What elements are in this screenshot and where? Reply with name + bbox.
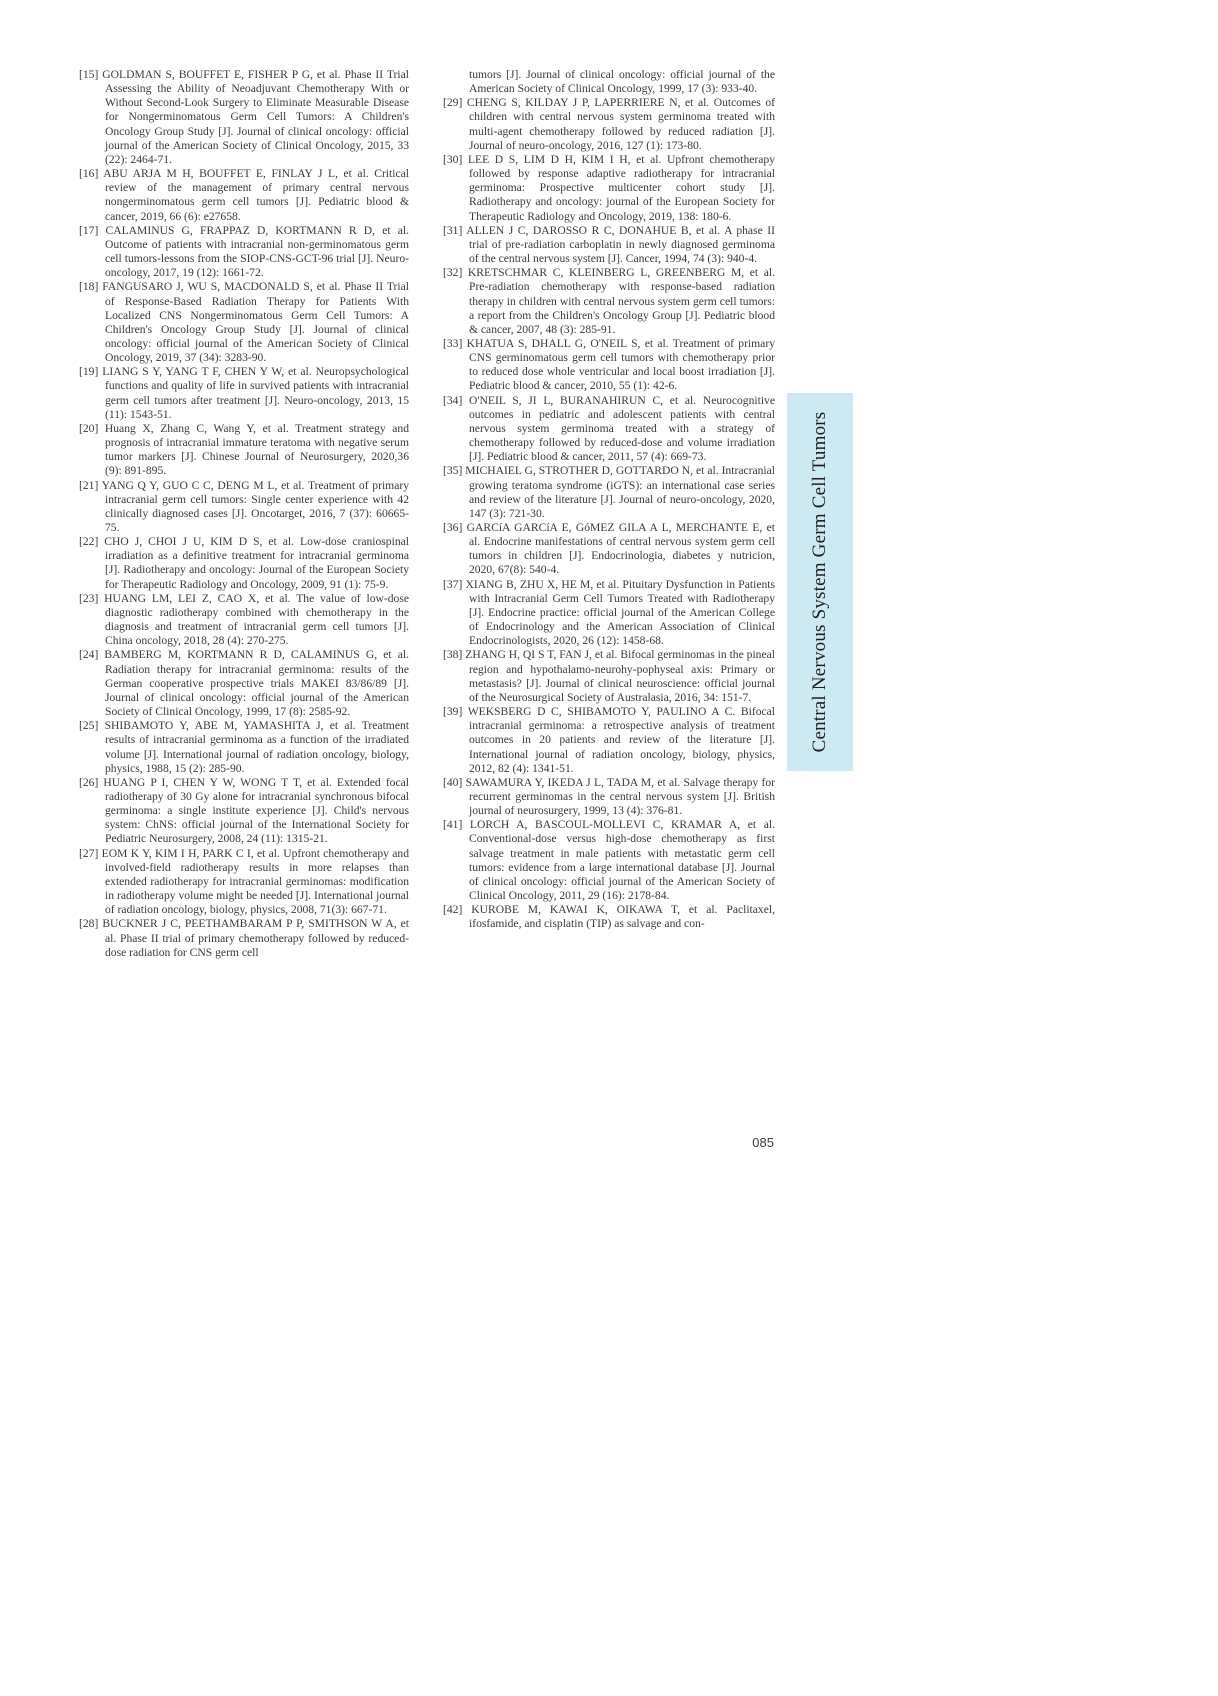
chapter-side-tab [787, 393, 853, 771]
reference-entry: [17] CALAMINUS G, FRAPPAZ D, KORTMANN R D, et al. Outcome of patients with intracranial non-germinomatous germ cell tumors-lessons from the SIOP-CNS-GCT-96 trial [J]. Neuro-oncology, 2017, 19 (12): 1661-72. [79, 223, 409, 280]
reference-entry: [25] SHIBAMOTO Y, ABE M, YAMASHITA J, et al. Treatment results of intracranial germinoma as a function of the irradiated volume [J]. International journal of radiation oncology, biology, physics, 1988, 15 (2): 285-90. [79, 719, 409, 775]
reference-entry: [40] SAWAMURA Y, IKEDA J L, TADA M, et al. Salvage therapy for recurrent germinomas in the central nervous system [J]. British journal of neurosurgery, 1999, 13 (4): 376-81. [443, 775, 775, 818]
reference-entry: [26] HUANG P I, CHEN Y W, WONG T T, et al. Extended focal radiotherapy of 30 Gy alone for intracranial synchronous bifocal germinoma: a single institute experience [J]. Child's nervous system: ChNS: official journal of the International Society for Pediatric Neurosurgery, 2008, 24 (11): 1315-21. [79, 775, 409, 846]
reference-entry-continuation: tumors [J]. Journal of clinical oncology: official journal of the American Society of Clinical Oncology, 1999, 17 (3): 933-40. [469, 68, 775, 96]
page-number: 085 [752, 1135, 774, 1150]
references-column-right [443, 68, 775, 932]
reference-entry: [18] FANGUSARO J, WU S, MACDONALD S, et al. Phase II Trial of Response-Based Radiation Therapy for Patients With Localized CNS Nongerminomatous Germ Cell Tumors: A Children's Oncology Group Study [J]. Journal of clinical oncology: official journal of the American Society of Clinical Oncology, 2019, 37 (34): 3283-90. [79, 280, 409, 365]
reference-entry: [41] LORCH A, BASCOUL-MOLLEVI C, KRAMAR A, et al. Conventional-dose versus high-dose chemotherapy as first salvage treatment in male patients with metastatic germ cell tumors: evidence from a large international database [J]. Journal of clinical oncology: official journal of the American Society of Clinical Oncology, 2011, 29 (16): 2178-84. [443, 818, 775, 903]
references-column-left [79, 68, 409, 960]
reference-entry: [23] HUANG LM, LEI Z, CAO X, et al. The value of low-dose diagnostic radiotherapy combined with chemotherapy in the diagnosis and treatment of intracranial germ cell tumors [J]. China oncology, 2018, 28 (4): 270-275. [79, 591, 409, 648]
reference-entry: [38] ZHANG H, QI S T, FAN J, et al. Bifocal germinomas in the pineal region and hypothalamo-neurohy-pophyseal axis: Primary or metastasis? [J]. Journal of clinical neuroscience: official journal of the Neurosurgical Society of Australasia, 2016, 34: 151-7. [443, 648, 775, 704]
reference-entry: [37] XIANG B, ZHU X, HE M, et al. Pituitary Dysfunction in Patients with Intracranial Germ Cell Tumors Treated with Radiotherapy [J]. Endocrine practice: official journal of the American College of Endocrinology and the American Association of Clinical Endocrinologists, 2020, 26 (12): 1458-68. [443, 577, 775, 648]
reference-entry: [27] EOM K Y, KIM I H, PARK C I, et al. Upfront chemotherapy and involved-field radiotherapy results in more relapses than extended radiotherapy for intracranial germinomas: modification in radiotherapy volume might be needed [J]. International journal of radiation oncology, biology, physics, 2008, 71(3): 667-71. [79, 846, 409, 917]
chapter-side-tab-label: Central Nervous System Germ Cell Tumors [809, 411, 830, 753]
reference-entry: [29] CHENG S, KILDAY J P, LAPERRIERE N, et al. Outcomes of children with central nervous system germinoma treated with multi-agent chemotherapy followed by reduced radiation [J]. Journal of neuro-oncology, 2016, 127 (1): 173-80. [443, 96, 775, 152]
reference-entry: [33] KHATUA S, DHALL G, O'NEIL S, et al. Treatment of primary CNS germinomatous germ cell tumors with chemotherapy prior to reduced dose whole ventricular and local boost irradiation [J]. Pediatric blood & cancer, 2010, 55 (1): 42-6. [443, 336, 775, 393]
reference-entry: [34] O'NEIL S, JI L, BURANAHIRUN C, et al. Neurocognitive outcomes in pediatric and adolescent patients with central nervous system germinoma treated with a strategy of chemotherapy followed by reduced-dose and volume irradiation [J]. Pediatric blood & cancer, 2011, 57 (4): 669-73. [443, 393, 775, 464]
reference-entry: [32] KRETSCHMAR C, KLEINBERG L, GREENBERG M, et al. Pre-radiation chemotherapy with response-based radiation therapy in children with central nervous system germ cell tumors: a report from the Children's Oncology Group [J]. Pediatric blood & cancer, 2007, 48 (3): 285-91. [443, 266, 775, 336]
reference-entry: [15] GOLDMAN S, BOUFFET E, FISHER P G, et al. Phase II Trial Assessing the Ability of Neoadjuvant Chemotherapy With or Without Second-Look Surgery to Eliminate Measurable Disease for Nongerminomatous Germ Cell Tumors: A Children's Oncology Group Study [J]. Journal of clinical oncology: official journal of the American Society of Clinical Oncology, 2015, 33 (22): 2464-71. [79, 68, 409, 166]
reference-entry: [39] WEKSBERG D C, SHIBAMOTO Y, PAULINO A C. Bifocal intracranial germinoma: a retrospective analysis of treatment outcomes in 20 patients and review of the literature [J]. International journal of radiation oncology, biology, physics, 2012, 82 (4): 1341-51. [443, 705, 775, 775]
reference-entry: [35] MICHAIEL G, STROTHER D, GOTTARDO N, et al. Intracranial growing teratoma syndrome (iGTS): an international case series and review of the literature [J]. Journal of neuro-oncology, 2020, 147 (3): 721-30. [443, 464, 775, 520]
reference-entry: [42] KUROBE M, KAWAI K, OIKAWA T, et al. Paclitaxel, ifosfamide, and cisplatin (TIP) as salvage and con- [443, 903, 775, 931]
reference-entry: [28] BUCKNER J C, PEETHAMBARAM P P, SMITHSON W A, et al. Phase II trial of primary chemotherapy followed by reduced-dose radiation for CNS germ cell [79, 917, 409, 959]
reference-entry: [31] ALLEN J C, DAROSSO R C, DONAHUE B, et al. A phase II trial of pre-radiation carboplatin in newly diagnosed germinoma of the central nervous system [J]. Cancer, 1994, 74 (3): 940-4. [443, 223, 775, 266]
reference-entry: [30] LEE D S, LIM D H, KIM I H, et al. Upfront chemotherapy followed by response adaptive radiotherapy for intracranial germinoma: Prospective multicenter cohort study [J]. Radiotherapy and oncology: journal of the European Society for Therapeutic Radiology and Oncology, 2019, 138: 180-6. [443, 152, 775, 223]
reference-entry: [36] GARCíA GARCíA E, GóMEZ GILA A L, MERCHANTE E, et al. Endocrine manifestations of central nervous system germ cell tumors in children [J]. Endocrinologia, diabetes y nutricion, 2020, 67(8): 540-4. [443, 521, 775, 577]
reference-entry: [20] Huang X, Zhang C, Wang Y, et al. Treatment strategy and prognosis of intracranial immature teratoma with negative serum tumor markers [J]. Chinese Journal of Neurosurgery, 2020,36 (9): 891-895. [79, 421, 409, 478]
reference-entry: [19] LIANG S Y, YANG T F, CHEN Y W, et al. Neuropsychological functions and quality of life in survived patients with intracranial germ cell tumors after treatment [J]. Neuro-oncology, 2013, 15 (11): 1543-51. [79, 365, 409, 421]
reference-entry: [24] BAMBERG M, KORTMANN R D, CALAMINUS G, et al. Radiation therapy for intracranial germinoma: results of the German cooperative prospective trials MAKEI 83/86/89 [J]. Journal of clinical oncology: official journal of the American Society of Clinical Oncology, 1999, 17 (8): 2585-92. [79, 648, 409, 719]
reference-entry: [22] CHO J, CHOI J U, KIM D S, et al. Low-dose craniospinal irradiation as a definitive treatment for intracranial germinoma [J]. Radiotherapy and oncology: Journal of the European Society for Therapeutic Radiology and Oncology, 2009, 91 (1): 75-9. [79, 535, 409, 591]
reference-entry: [21] YANG Q Y, GUO C C, DENG M L, et al. Treatment of primary intracranial germ cell tumors: Single center experience with 42 clinically diagnosed cases [J]. Oncotarget, 2016, 7 (37): 60665-75. [79, 478, 409, 534]
reference-entry: [16] ABU ARJA M H, BOUFFET E, FINLAY J L, et al. Critical review of the management of primary central nervous nongerminomatous germ cell tumors [J]. Pediatric blood & cancer, 2019, 66 (6): e27658. [79, 167, 409, 223]
